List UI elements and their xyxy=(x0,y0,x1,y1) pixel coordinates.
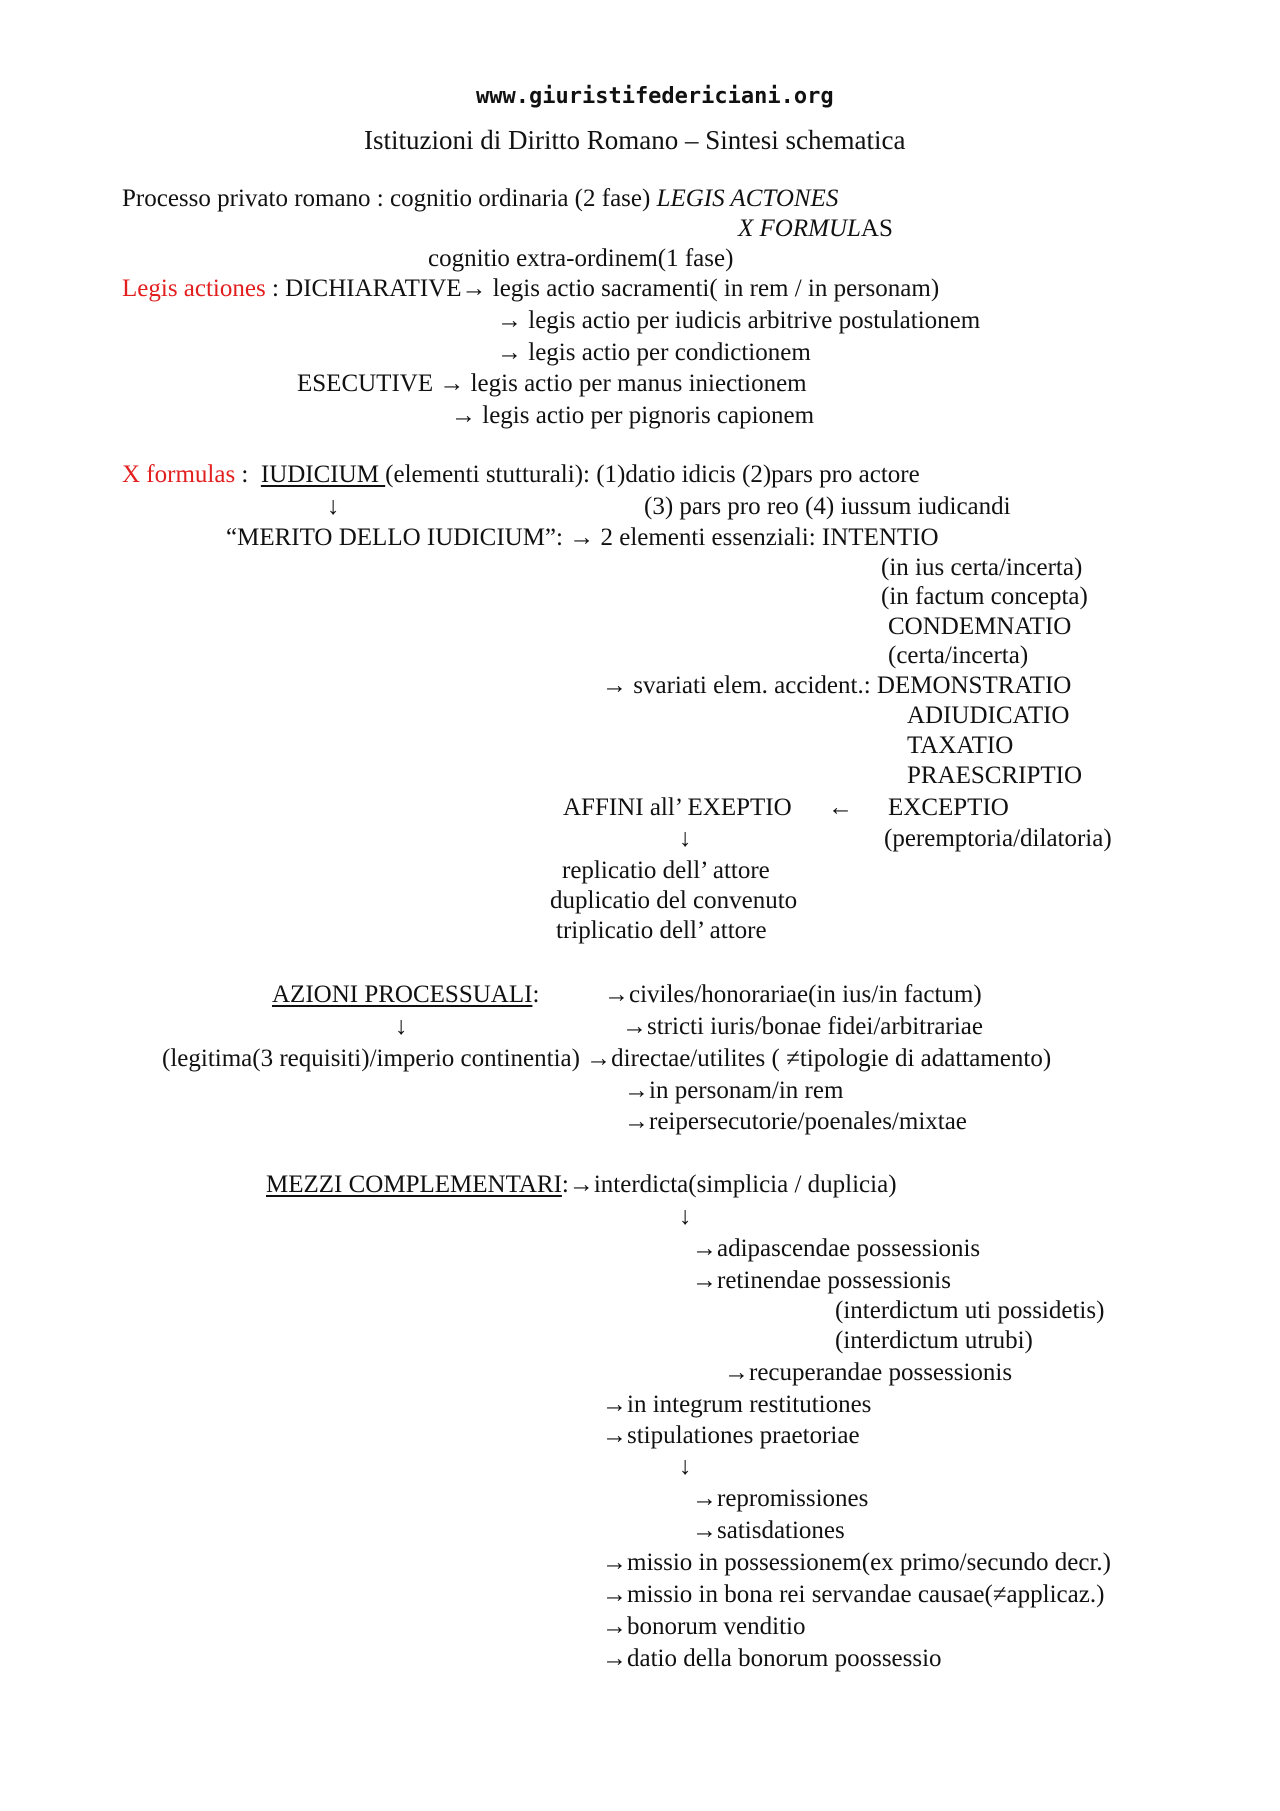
mezzi-line xyxy=(266,1170,897,1200)
mezzi-adipascendae: →adipascendae possessionis xyxy=(692,1235,981,1262)
as-suffix: AS xyxy=(860,215,893,242)
down-arrow-stipulationes: ↓ xyxy=(679,1453,692,1480)
duplicatio: duplicatio del convenuto xyxy=(550,887,798,914)
x-formulas-label: X formulas xyxy=(122,461,236,488)
mezzi-missio-possessionem: →missio in possessionem(ex primo/secundo decr.) xyxy=(602,1549,1111,1576)
mezzi-complementari-heading: MEZZI COMPLEMENTARI xyxy=(266,1171,562,1198)
merito-iudicium: “MERITO DELLO IUDICIUM”: → 2 elementi essenziali: INTENTIO xyxy=(226,524,939,551)
mezzi-datio-bonorum: →datio della bonorum poossessio xyxy=(602,1645,942,1672)
condemnatio-certa: (certa/incerta) xyxy=(888,642,1029,669)
azioni-stricti: →stricti iuris/bonae fidei/arbitrariae xyxy=(622,1013,983,1040)
elementi-strutturali: (elementi stutturali): (1)datio idicis (2)pars pro actore xyxy=(385,461,920,488)
formul-text: FORMUL xyxy=(759,215,861,242)
azioni-reipersecutorie: →reipersecutorie/poenales/mixtae xyxy=(624,1108,967,1135)
azioni-legitima: (legitima(3 requisiti)/imperio continentia) →directae/utilites ( ≠tipologie di adattamento) xyxy=(162,1045,1052,1072)
mezzi-satisdationes: →satisdationes xyxy=(692,1517,845,1544)
mezzi-stipulationes: →stipulationes praetoriae xyxy=(602,1422,860,1449)
legis-condictionem: → legis actio per condictionem xyxy=(497,339,811,366)
legis-actones-heading: LEGIS ACTONES xyxy=(656,185,839,212)
legis-actiones-line xyxy=(122,274,939,304)
mezzi-utrubi: (interdictum utrubi) xyxy=(835,1327,1033,1354)
formulas-colon: : xyxy=(235,461,261,488)
cognitio-extra-ordinem: cognitio extra-ordinem(1 fase) xyxy=(428,245,734,272)
mezzi-bonorum-venditio: →bonorum venditio xyxy=(602,1613,806,1640)
svariati-elementi: → svariati elem. accident.: DEMONSTRATIO xyxy=(602,672,1072,699)
formulas-line xyxy=(122,460,920,490)
azioni-processuali-heading: AZIONI PROCESSUALI xyxy=(272,981,533,1008)
mezzi-repromissiones: →repromissiones xyxy=(692,1485,869,1512)
processo-line xyxy=(122,184,838,214)
processo-intro: Processo privato romano : cognitio ordinaria (2 fase) xyxy=(122,185,657,212)
azioni-civiles: →civiles/honorariae(in ius/in factum) xyxy=(604,981,982,1008)
down-arrow-interdicta: ↓ xyxy=(679,1203,692,1230)
down-arrow-iudicium: ↓ xyxy=(327,493,340,520)
x-formulas-heading xyxy=(738,214,893,244)
exceptio: EXCEPTIO xyxy=(888,794,1009,821)
site-url: www.giuristifedericiani.org xyxy=(476,84,834,109)
mezzi-in-integrum: →in integrum restitutiones xyxy=(602,1391,872,1418)
pars-pro-reo: (3) pars pro reo (4) iussum iudicandi xyxy=(644,493,1011,520)
condemnatio: CONDEMNATIO xyxy=(888,613,1072,640)
iudicium-heading: IUDICIUM xyxy=(260,461,386,488)
mezzi-interdicta: :→interdicta(simplicia / duplicia) xyxy=(561,1171,897,1198)
replicatio: replicatio dell’ attore xyxy=(562,857,770,884)
document-subtitle: Istituzioni di Diritto Romano – Sintesi schematica xyxy=(364,125,906,155)
triplicatio: triplicatio dell’ attore xyxy=(556,917,767,944)
mezzi-recuperandae: →recuperandae possessionis xyxy=(724,1359,1013,1386)
dichiarative-text: : DICHIARATIVE→ legis actio sacramenti( in rem / in personam) xyxy=(265,275,940,302)
down-arrow-azioni: ↓ xyxy=(395,1013,408,1040)
mezzi-retinendae: →retinendae possessionis xyxy=(692,1267,951,1294)
adiudicatio: ADIUDICATIO xyxy=(907,702,1070,729)
legis-postulationem: → legis actio per iudicis arbitrive postulationem xyxy=(497,307,981,334)
mezzi-uti-possidetis: (interdictum uti possidetis) xyxy=(835,1297,1105,1324)
peremptoria-dilatoria: (peremptoria/dilatoria) xyxy=(884,825,1112,852)
azioni-colon: : xyxy=(532,981,540,1008)
affini-exeptio: AFFINI all’ EXEPTIO xyxy=(563,794,792,821)
mezzi-missio-bona: →missio in bona rei servandae causae(≠applicaz.) xyxy=(602,1581,1105,1608)
azioni-personam: →in personam/in rem xyxy=(624,1077,844,1104)
intentio-in-ius: (in ius certa/incerta) xyxy=(881,554,1083,581)
legis-actiones-label: Legis actiones xyxy=(122,275,266,302)
left-arrow: ← xyxy=(828,794,853,821)
down-arrow-affini: ↓ xyxy=(679,825,692,852)
legis-esecutive: ESECUTIVE → legis actio per manus iniectionem xyxy=(297,370,807,397)
azioni-line xyxy=(272,980,539,1010)
taxatio: TAXATIO xyxy=(907,732,1014,759)
legis-pignoris: → legis actio per pignoris capionem xyxy=(451,402,815,429)
intentio-in-factum: (in factum concepta) xyxy=(881,583,1088,610)
x-prefix: X xyxy=(738,215,760,242)
praescriptio: PRAESCRIPTIO xyxy=(907,762,1083,789)
